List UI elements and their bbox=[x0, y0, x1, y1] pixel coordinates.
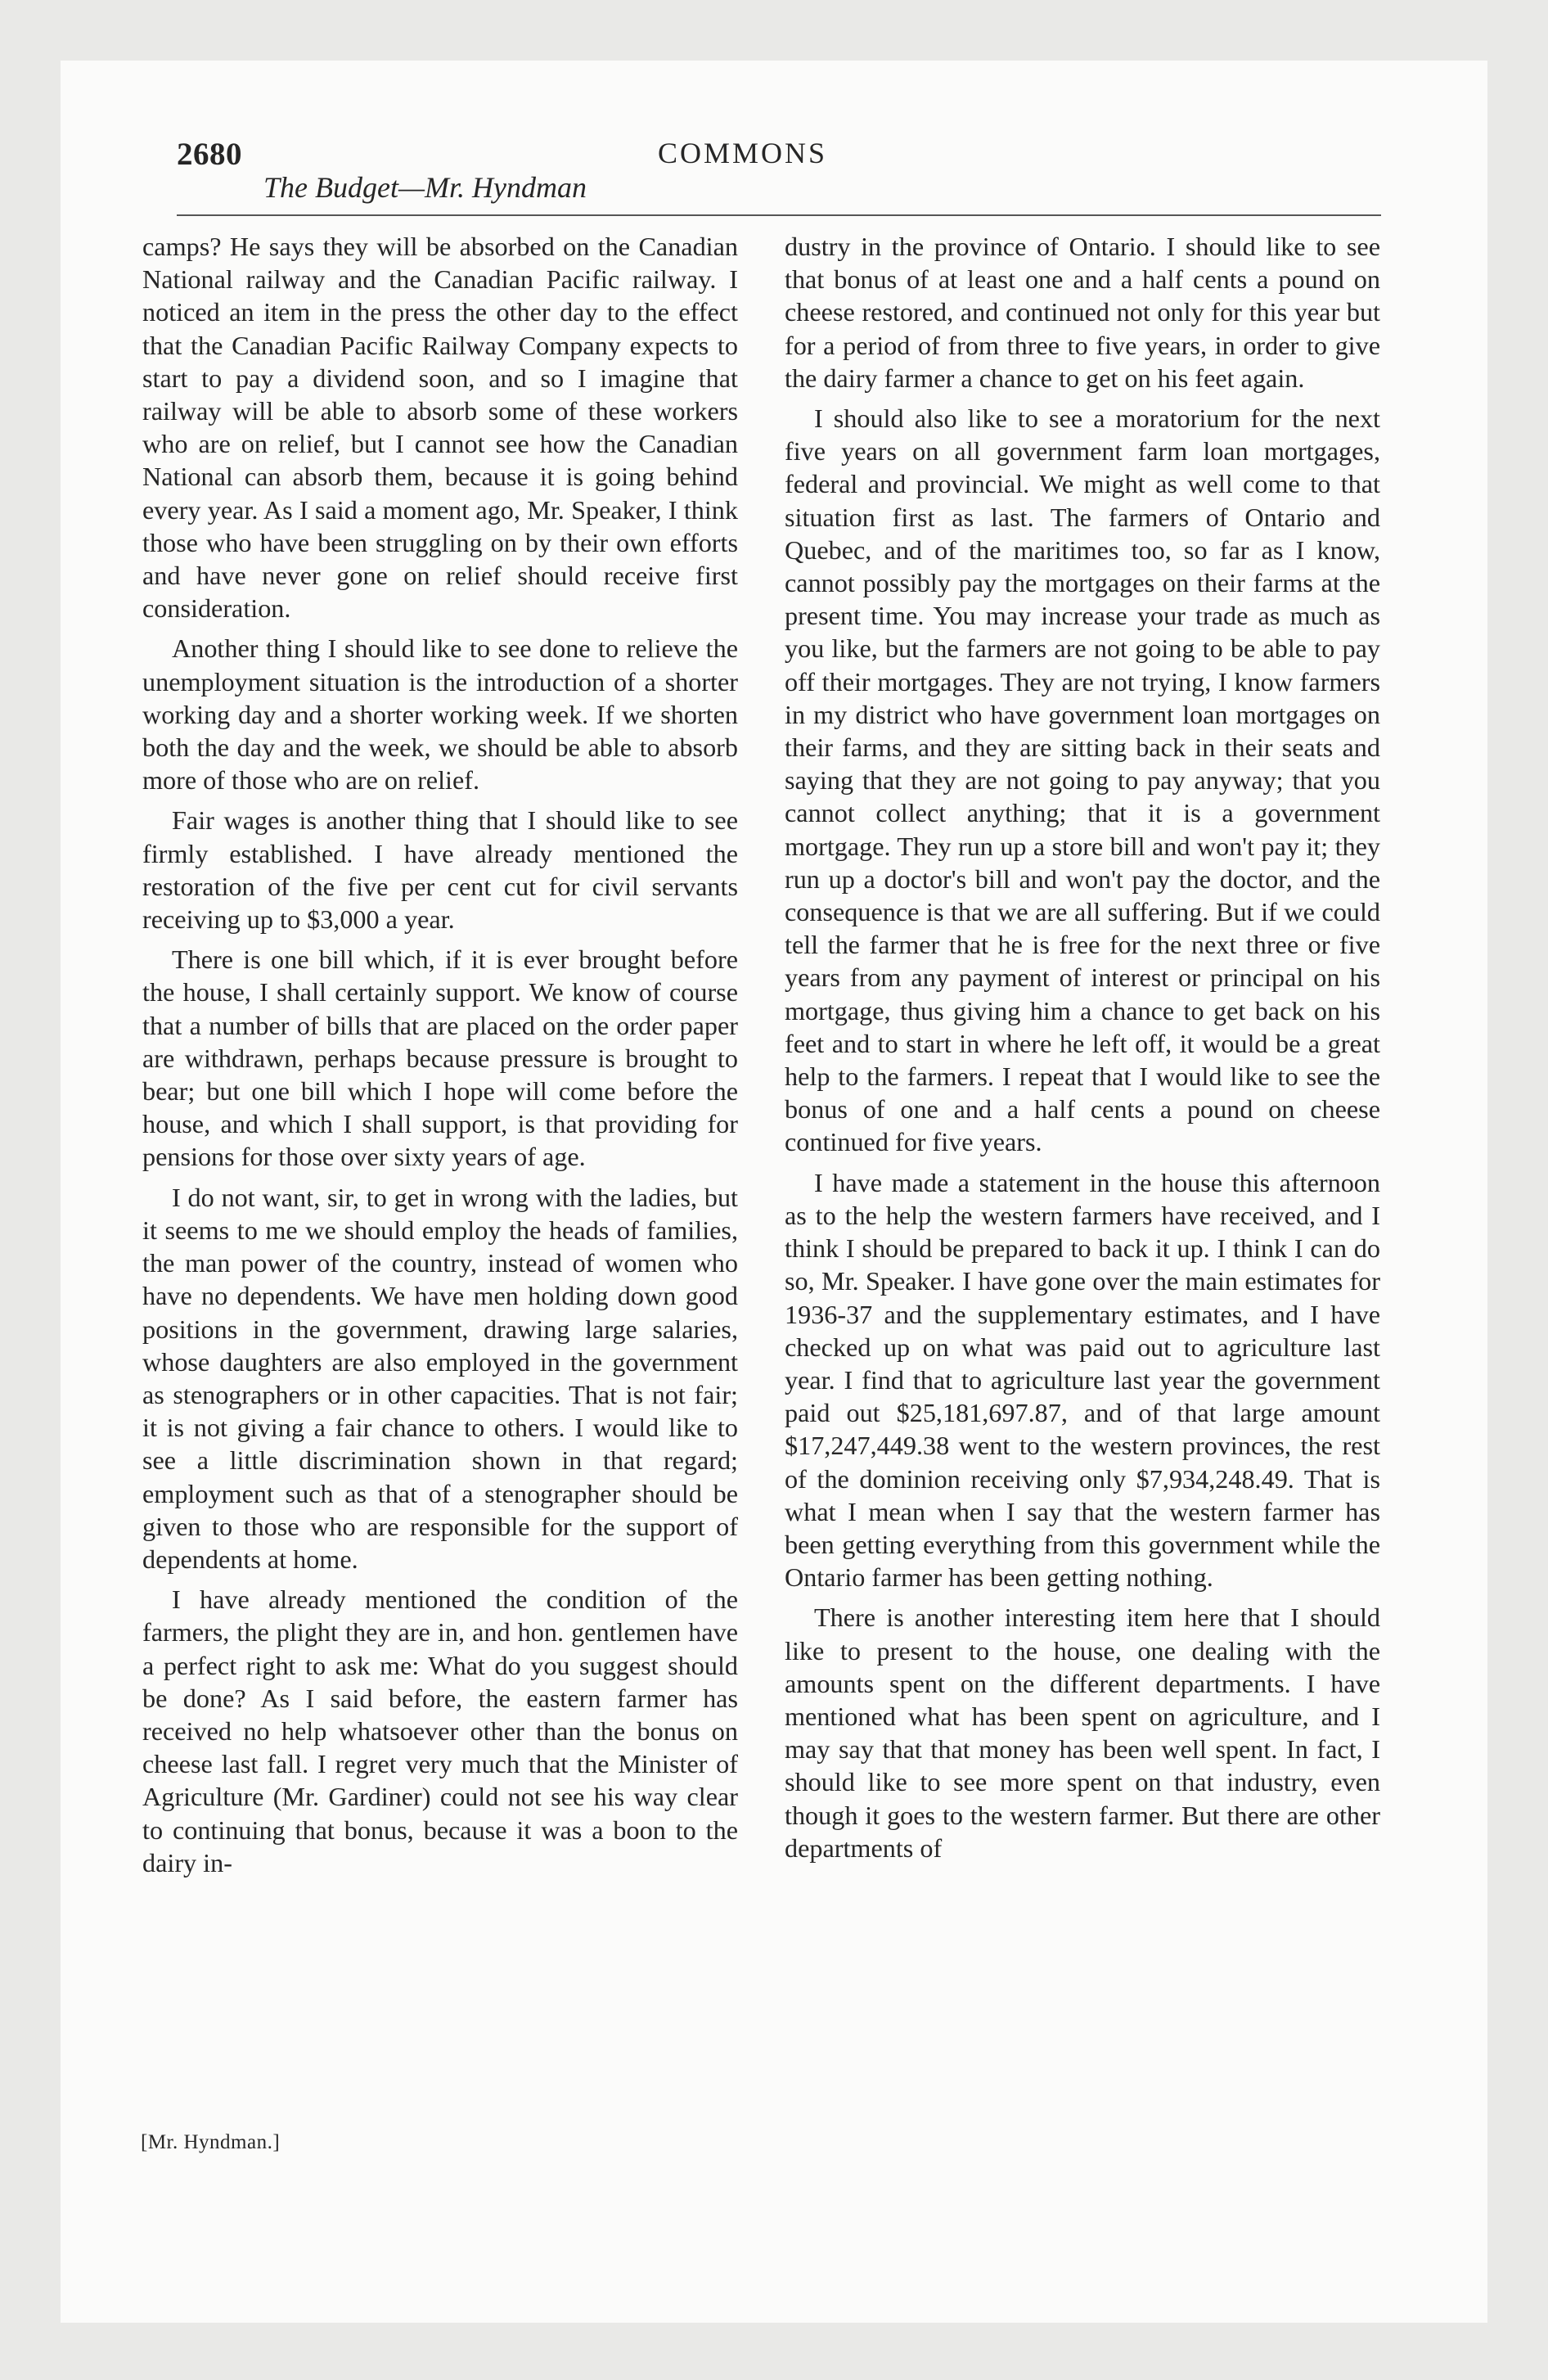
paragraph: dustry in the province of Ontario. I should like to see that bonus of at least one and a half cents a pound on cheese restored, and continued not only for this year but for a period of from three to five years, in order to give the dairy farmer a chance to get on his feet again. bbox=[785, 232, 1380, 393]
paragraph: I have made a statement in the house this afternoon as to the help the western farmers have received, and I think I should be prepared to back it up. I think I can do so, Mr. Speaker. I have gone over the main estimates for 1936-37 and the supplementary estimates, and I have checked up on what was paid out to agriculture last year. I find that to agriculture last year the government paid out $25,181,697.87, and of that large amount $17,247,449.38 went to the western provinces, the rest of the dominion receiving only $7,934,248.49. That is what I mean when I say that the western farmer has been getting everything from this government while the Ontario farmer has been getting nothing. bbox=[785, 1167, 1380, 1593]
document-page bbox=[61, 61, 1487, 2323]
paragraph: There is one bill which, if it is ever brought before the house, I shall certainly support. We know of course that a number of bills that are placed on the order paper are withdrawn, perhaps because pressure is brought to bear; but one bill which I hope will come before the house, and which I shall support, is that providing for pensions for those over sixty years of age. bbox=[142, 944, 738, 1172]
paragraph: There is another interesting item here that I should like to present to the house, one dealing with the amounts spent on the different departments. I have mentioned what has been spent on agriculture, and I may say that that money has been well spent. In fact, I should like to see more spent on that industry, even though it goes to the western farmer. But there are other departments of bbox=[785, 1602, 1380, 1863]
paragraph: Fair wages is another thing that I should like to see firmly established. I have already mentioned the restoration of the five per cent cut for civil servants receiving up to $3,000 a year. bbox=[142, 805, 738, 935]
right-column bbox=[785, 230, 1380, 1872]
left-column bbox=[142, 230, 738, 1886]
paragraph: I do not want, sir, to get in wrong with the ladies, but it seems to me we should employ the heads of families, the man power of the country, instead of women who have no dependents. We have men holding down good positions in the government, drawing large salaries, whose daughters are also employed in the government as stenographers or in other capacities. That is not fair; it is not giving a fair chance to others. I would like to see a little discrimination shown in that regard; employment such as that of a stenographer should be given to those who are responsible for the support of dependents at home. bbox=[142, 1182, 738, 1574]
page-number: 2680 bbox=[177, 137, 242, 172]
chamber-title: COMMONS bbox=[658, 137, 828, 169]
paragraph: camps? He says they will be absorbed on the Canadian National railway and the Canadian Pacific railway. I noticed an item in the press the other day to the effect that the Canadian Pacific Railway Company expects to start to pay a dividend soon, and so I imagine that railway will be able to absorb some of these workers who are on relief, but I cannot see how the Canadian National can absorb them, because it is going behind every year. As I said a moment ago, Mr. Speaker, I think those who have been struggling on by their own efforts and have never gone on relief should receive first consideration. bbox=[142, 232, 738, 624]
speaker-footer: [Mr. Hyndman.] bbox=[141, 2131, 281, 2153]
page-header bbox=[61, 61, 1487, 224]
paragraph: I should also like to see a moratorium for the next five years on all government farm loan mortgages, federal and provincial. We might as well come to that situation first as last. The farmers of Ontario and Quebec, and of the maritimes too, so far as I know, cannot possibly pay the mortgages on their farms at the present time. You may increase your trade as much as you like, but the farmers are not going to be able to pay off their mortgages. They are not trying, I know farmers in my district who have government loan mortgages on their farms, and they are sitting back in their seats and saying that they are not going to pay anyway; that you cannot collect anything; that it is a government mortgage. They run up a store bill and won't pay it; they run up a doctor's bill and won't pay the doctor, and the consequence is that we are all suffering. But if we could tell the farmer that he is free for the next three or five years from any payment of interest or principal on his mortgage, thus giving him a chance to get back on his feet and to start in where he left off, it would be a great help to the farmers. I repeat that I would like to see the bonus of one and a half cents a pound on cheese continued for five years. bbox=[785, 403, 1380, 1157]
running-head: The Budget—Mr. Hyndman bbox=[263, 171, 587, 204]
paragraph: I have already mentioned the condition of the farmers, the plight they are in, and hon. gentlemen have a perfect right to ask me: What do you suggest should be done? As I said before, the eastern farmer has received no help whatsoever other than the bonus on cheese last fall. I regret very much that the Minister of Agriculture (Mr. Gardiner) could not see his way clear to continuing that bonus, because it was a boon to the dairy in- bbox=[142, 1584, 738, 1877]
paragraph: Another thing I should like to see done to relieve the unemployment situation is the introduction of a shorter working day and a shorter working week. If we shorten both the day and the week, we should be able to absorb more of those who are on relief. bbox=[142, 633, 738, 796]
header-rule bbox=[177, 214, 1381, 216]
